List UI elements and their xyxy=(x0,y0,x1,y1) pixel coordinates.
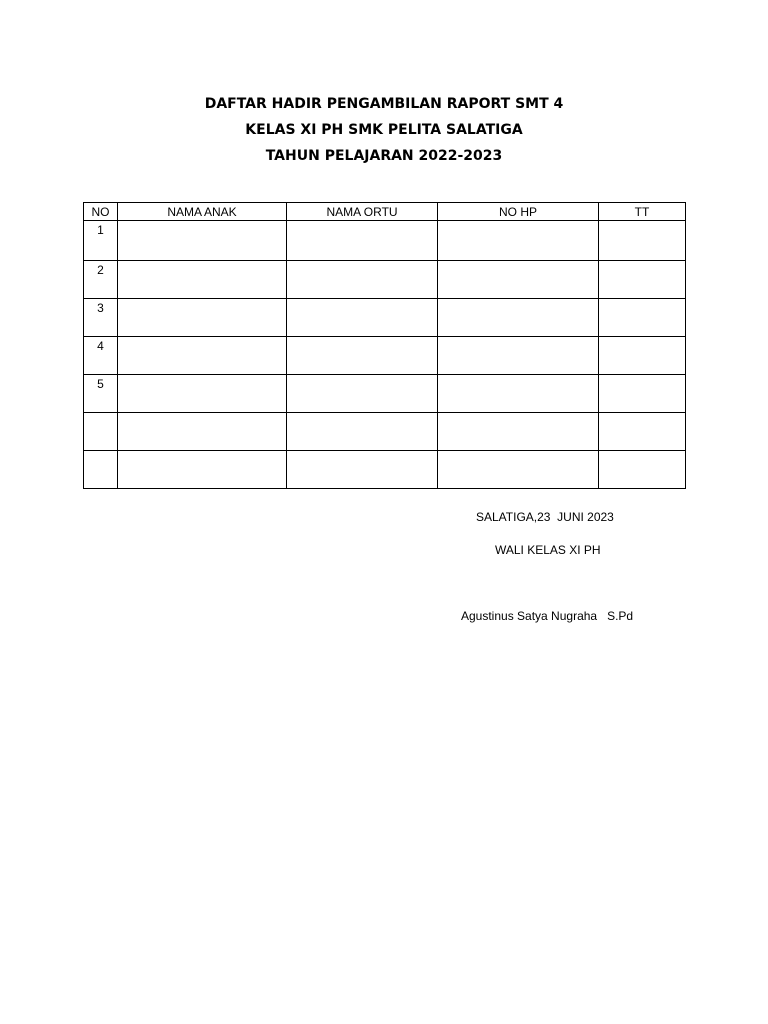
academic-year-subtitle: TAHUN PELAJARAN 2022-2023 xyxy=(265,148,503,164)
table-row xyxy=(84,413,686,451)
cell-no-hp xyxy=(438,337,599,375)
col-header-tt: TT xyxy=(599,203,686,221)
cell-tt xyxy=(599,337,686,375)
cell-no xyxy=(84,451,118,489)
col-header-nama-anak: NAMA ANAK xyxy=(118,203,287,221)
cell-no xyxy=(84,413,118,451)
cell-no-hp xyxy=(438,413,599,451)
cell-nama-anak xyxy=(118,299,287,337)
cell-no: 3 xyxy=(84,299,118,337)
place-date: SALATIGA,23 JUNI 2023 xyxy=(476,510,614,524)
cell-nama-anak xyxy=(118,261,287,299)
col-header-nama-ortu: NAMA ORTU xyxy=(287,203,438,221)
cell-tt xyxy=(599,375,686,413)
cell-tt xyxy=(599,299,686,337)
col-header-no-hp: NO HP xyxy=(438,203,599,221)
cell-nama-anak xyxy=(118,337,287,375)
cell-nama-anak xyxy=(118,413,287,451)
cell-no-hp xyxy=(438,451,599,489)
cell-no: 5 xyxy=(84,375,118,413)
cell-nama-ortu xyxy=(287,413,438,451)
cell-nama-ortu xyxy=(287,299,438,337)
table-row xyxy=(84,375,686,413)
cell-nama-ortu xyxy=(287,261,438,299)
cell-nama-anak xyxy=(118,375,287,413)
cell-tt xyxy=(599,221,686,261)
cell-tt xyxy=(599,413,686,451)
signer-name: Agustinus Satya Nugraha S.Pd xyxy=(461,609,634,623)
cell-no: 1 xyxy=(84,221,118,261)
table-row xyxy=(84,337,686,375)
signer-role: WALI KELAS XI PH xyxy=(495,543,601,557)
table-header-row xyxy=(84,203,686,221)
cell-no-hp xyxy=(438,299,599,337)
cell-nama-ortu xyxy=(287,337,438,375)
cell-nama-anak xyxy=(118,221,287,261)
cell-nama-ortu xyxy=(287,451,438,489)
cell-nama-ortu xyxy=(287,221,438,261)
cell-no-hp xyxy=(438,221,599,261)
col-header-no: NO xyxy=(84,203,118,221)
cell-nama-ortu xyxy=(287,375,438,413)
cell-no-hp xyxy=(438,261,599,299)
table-row xyxy=(84,451,686,489)
table-row xyxy=(84,261,686,299)
document-title: DAFTAR HADIR PENGAMBILAN RAPORT SMT 4 xyxy=(204,96,564,112)
class-subtitle: KELAS XI PH SMK PELITA SALATIGA xyxy=(245,122,523,138)
cell-no: 4 xyxy=(84,337,118,375)
cell-no-hp xyxy=(438,375,599,413)
table-row xyxy=(84,299,686,337)
table-row xyxy=(84,221,686,261)
cell-nama-anak xyxy=(118,451,287,489)
cell-tt xyxy=(599,261,686,299)
attendance-table xyxy=(83,202,686,489)
cell-no: 2 xyxy=(84,261,118,299)
cell-tt xyxy=(599,451,686,489)
